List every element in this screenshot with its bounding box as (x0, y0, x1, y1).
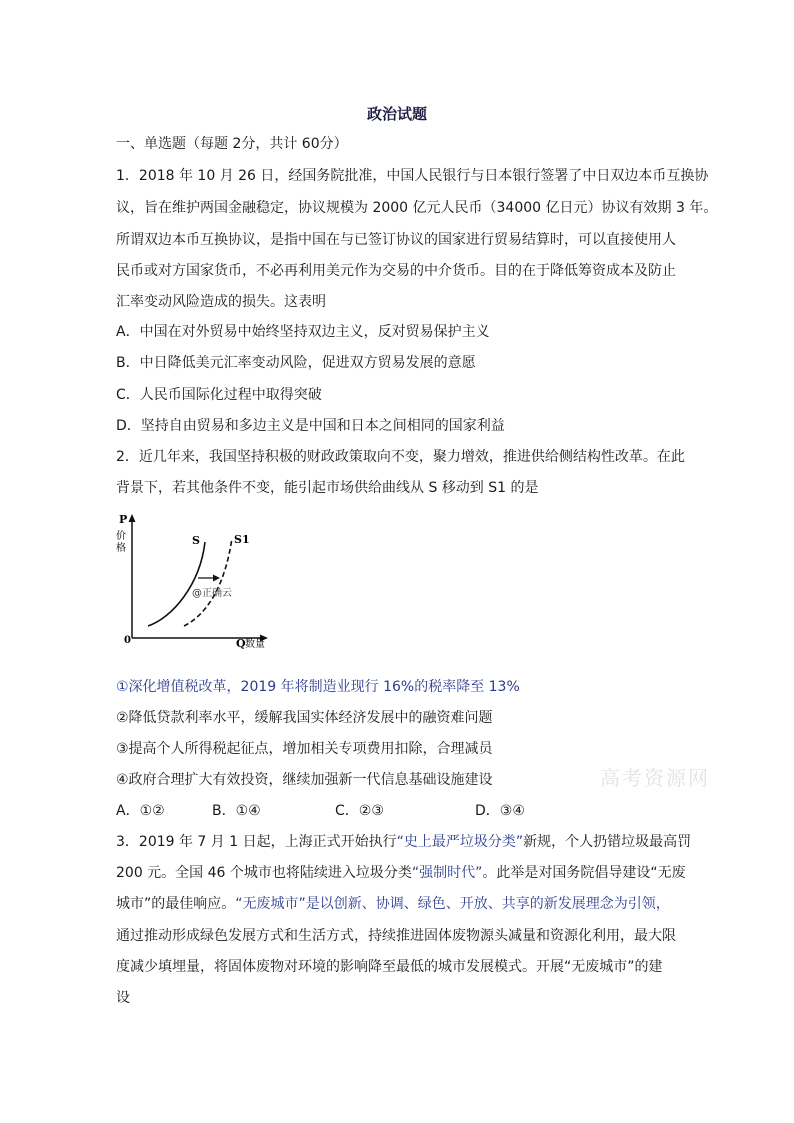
q3-line-2-c: 。此举是对国务院倡导建设“无废 (482, 865, 686, 881)
q2-item-3: ③提高个人所得税起征点，增加相关专项费用扣除，合理减员 (116, 741, 493, 757)
q1-option-d: D．坚持自由贸易和多边主义是中国和日本之间相同的国家利益 (116, 418, 505, 434)
x-axis-label: Q (236, 637, 246, 650)
q3-line-2-b: “强制时代” (411, 865, 483, 881)
page-title: 政治试题 (366, 105, 427, 123)
q3-line-1 (116, 832, 691, 852)
q3-line-2 (116, 863, 686, 883)
q1-line-2: 议，旨在维护两国金融稳定，协议规模为 2000 亿元人民币（34000 亿日元）协议有效期 3 年。 (116, 200, 718, 216)
q3-line-6: 设 (116, 990, 130, 1006)
section-heading: 一、单选题（每题 2分，共计 60分） (116, 136, 348, 152)
q2-choice-b: B．①④ (212, 803, 261, 819)
q3-line-3 (116, 894, 670, 914)
y-axis-top-label: P (119, 513, 128, 526)
q2-choices (116, 801, 525, 821)
q2-line-1: 2．近几年来，我国坚持积极的财政政策取向不变，聚力增效，推进供给侧结构性改革。在此 (116, 449, 685, 465)
curve-s1 (184, 538, 232, 626)
q1-line-4: 民币或对方国家货币，不必再利用美元作为交易的中介货币。目的在于降低筹资成本及防止 (116, 263, 676, 279)
x-axis-label-cn: 数量 (245, 639, 265, 650)
y-axis-label-1: 价 (116, 531, 126, 542)
origin-label: 0 (124, 635, 131, 646)
q3-line-3-b: “无废城市”是以创新、协调、绿色、开放、共享的新发展理念为引领， (235, 896, 670, 912)
curve-s (148, 542, 205, 626)
q3-line-5: 度减少填埋量，将固体废物对环境的影响降至最低的城市发展模式。开展“无废城市”的建 (116, 959, 663, 975)
page-watermark: 高考资源网 (600, 766, 710, 790)
y-axis-arrow (129, 514, 136, 522)
graph-watermark: @正确云 (192, 588, 232, 599)
q2-choice-c: C．②③ (335, 803, 384, 819)
q3-line-4: 通过推动形成绿色发展方式和生活方式，持续推进固体废物源头减量和资源化利用，最大限 (116, 928, 676, 944)
q2-item-1: ①深化增值税改革，2019 年将制造业现行 16%的税率降至 13% (116, 679, 520, 695)
curve-s-label: S (192, 534, 200, 547)
curve-s1-label: S1 (234, 533, 250, 546)
q1-option-b: B．中日降低美元汇率变动风险，促进双方贸易发展的意愿 (116, 355, 476, 371)
q3-line-3-a: 城市”的最佳响应。 (116, 896, 236, 912)
q2-line-2: 背景下，若其他条件不变，能引起市场供给曲线从 S 移动到 S1 的是 (116, 480, 539, 496)
y-axis-label-2: 格 (116, 543, 126, 554)
supply-curve-graph (112, 510, 282, 655)
q3-line-1-b: “史上最严垃圾分类” (396, 834, 524, 850)
q1-line-1: 1．2018 年 10 月 26 日，经国务院批准，中国人民银行与日本银行签署了中日双边本币互换协 (116, 168, 709, 184)
q2-choice-d: D．③④ (475, 803, 525, 819)
q2-item-2: ②降低贷款利率水平，缓解我国实体经济发展中的融资难问题 (116, 710, 493, 726)
q2-item-4: ④政府合理扩大有效投资，继续加强新一代信息基础设施建设 (116, 772, 493, 788)
q1-option-a: A．中国在对外贸易中始终坚持双边主义，反对贸易保护主义 (116, 324, 490, 340)
shift-arrow-head (213, 575, 220, 582)
q1-line-3: 所谓双边本币互换协议，是指中国在与已签订协议的国家进行贸易结算时，可以直接使用人 (116, 232, 676, 248)
q1-option-c: C．人民币国际化过程中取得突破 (116, 387, 322, 403)
q3-line-1-a: 3．2019 年 7 月 1 日起，上海正式开始执行 (116, 834, 397, 850)
q1-line-5: 汇率变动风险造成的损失。这表明 (116, 294, 326, 310)
q3-line-1-c: 新规，个人扔错垃圾最高罚 (523, 834, 692, 850)
q2-choice-a: A．①② (116, 803, 165, 819)
q3-line-2-a: 200 元。全国 46 个城市也将陆续进入垃圾分类 (116, 865, 412, 881)
